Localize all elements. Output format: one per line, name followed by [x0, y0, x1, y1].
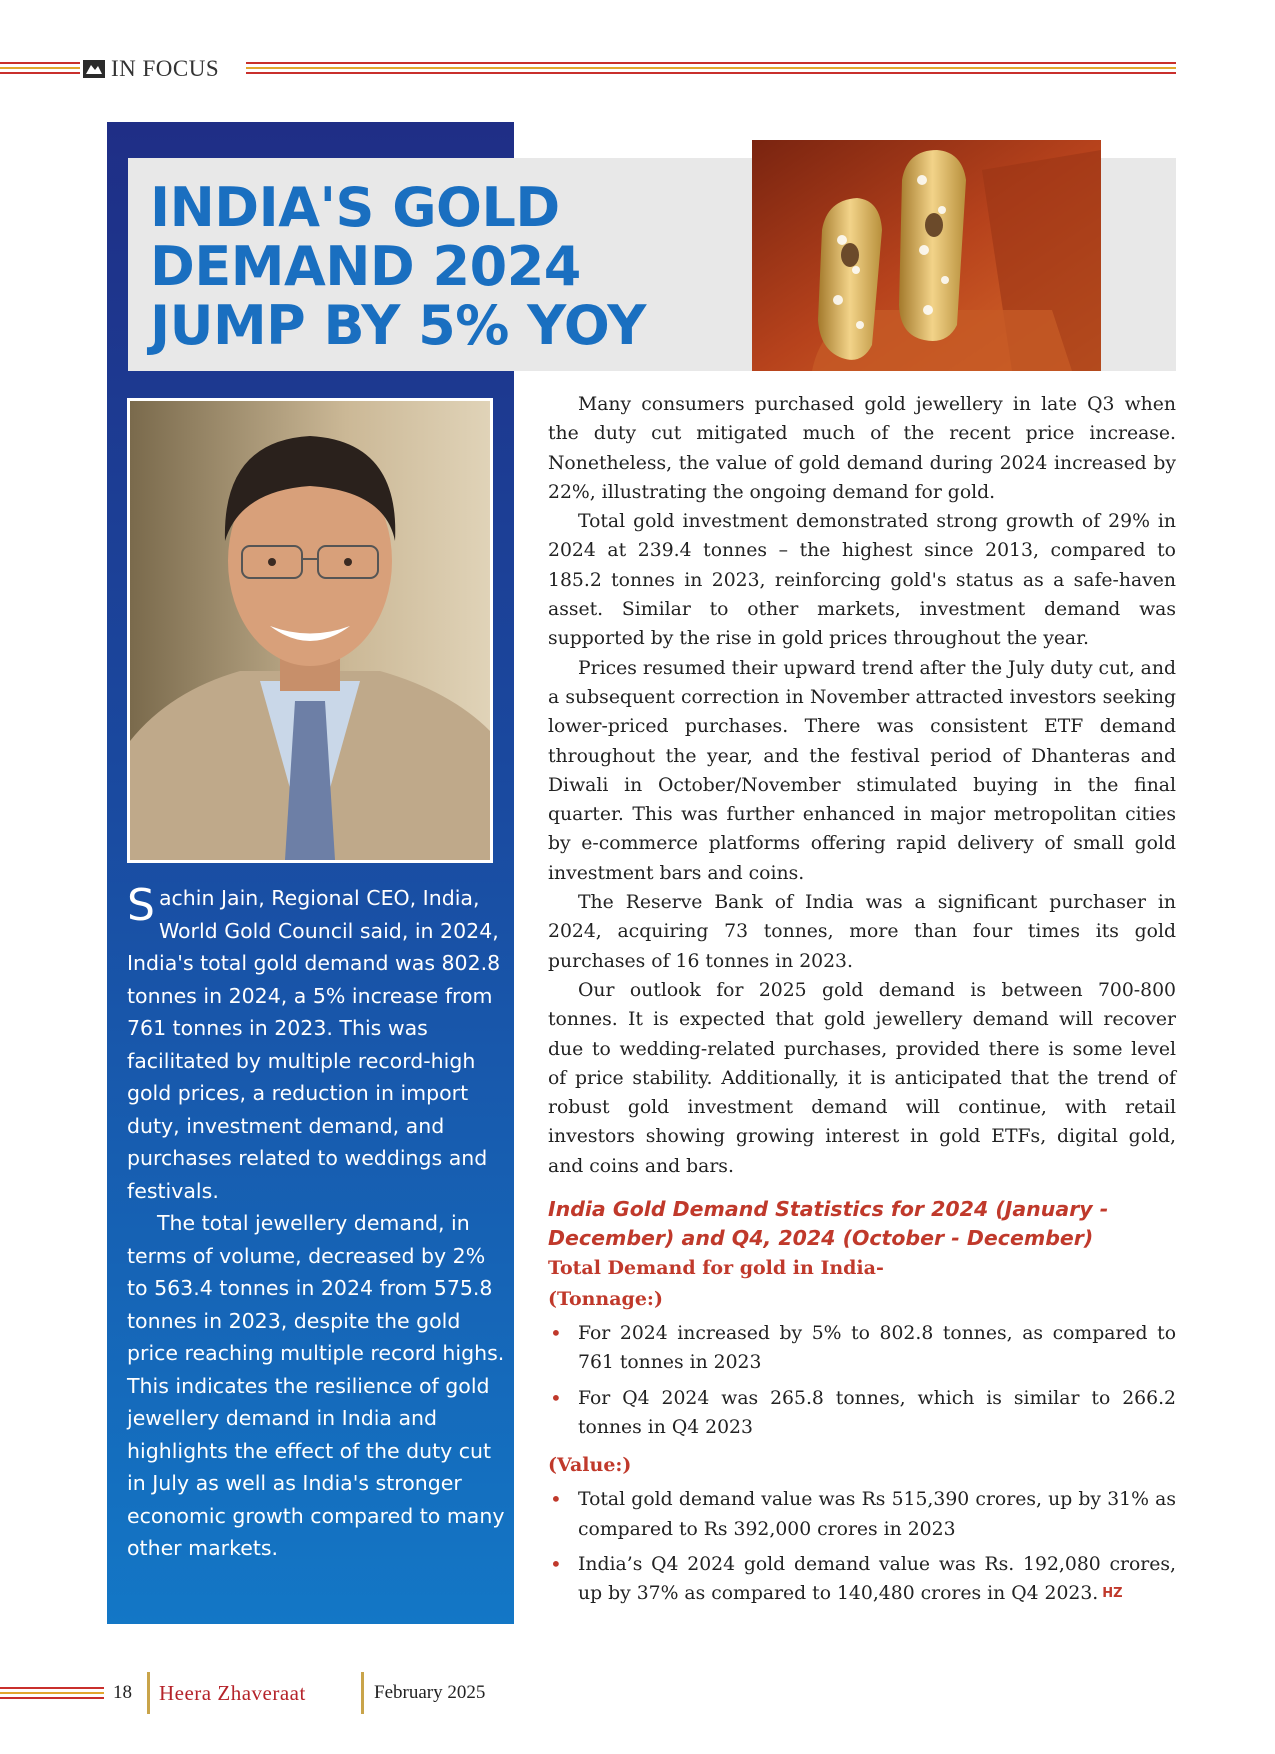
headline-line: JUMP BY 5% YOY	[150, 294, 646, 357]
portrait-photo	[127, 398, 493, 863]
headline-line: INDIA'S GOLD	[150, 176, 560, 239]
end-mark-icon: HZ	[1102, 1586, 1123, 1602]
page-number: 18	[113, 1682, 132, 1703]
tonnage-list	[548, 1319, 1176, 1442]
list-item-text: India’s Q4 2024 gold demand value was Rs. 192,080 crores, up by 37% as compared to 140,480 crores in Q4 2023.	[578, 1553, 1176, 1605]
headline-line: DEMAND 2024	[150, 235, 581, 298]
sidebar-paragraph	[127, 882, 505, 1207]
list-item: • Total gold demand value was Rs 515,390 crores, up by 31% as compared to Rs 392,000 crores in 2023	[548, 1485, 1176, 1544]
issue-date: February 2025	[374, 1682, 486, 1703]
stats-heading: India Gold Demand Statistics for 2024 (January - December) and Q4, 2024 (October - December)	[548, 1197, 1109, 1251]
section-logo-icon	[83, 60, 105, 78]
article-paragraph: Prices resumed their upward trend after the July duty cut, and a subsequent correction in November attracted investors seeking lower-priced purchases. There was consistent ETF demand throughout the year, and the festival period of Dhanteras and Diwali in October/November stimulated buying in the final quarter. This was further enhanced in major metropolitan cities by e-commerce platforms offering rapid delivery of small gold investment bars and coins.	[548, 657, 1176, 884]
footer-rule	[0, 1687, 104, 1699]
article-paragraph: Our outlook for 2025 gold demand is between 700-800 tonnes. It is expected that gold jewellery demand will recover due to wedding-related purchases, provided there is some level of price stability. Additionally, it is anticipated that the trend of robust gold investment demand will continue, with retail investors showing growing interest in gold ETFs, digital gold, and coins and bars.	[548, 979, 1176, 1177]
article-headline	[150, 178, 750, 355]
footer-divider	[361, 1672, 364, 1714]
article-paragraph: Many consumers purchased gold jewellery in late Q3 when the duty cut mitigated much of the recent price increase. Nonetheless, the value of gold demand during 2024 increased by 22%, illustrating the ongoing demand for gold.	[548, 394, 1176, 503]
sidebar-text	[127, 882, 505, 1565]
jewellery-photo	[752, 140, 1101, 371]
article-paragraph: Total gold investment demonstrated strong growth of 29% in 2024 at 239.4 tonnes – the highest since 2013, compared to 185.2 tonnes in 2023, reinforcing gold's status as a safe-haven asset. Similar to other markets, investment demand was supported by the rise in gold prices throughout the year.	[548, 511, 1176, 650]
header-rule-left	[0, 62, 80, 74]
section-tag	[83, 56, 219, 82]
magazine-name: Heera Zhaveraat	[159, 1681, 306, 1705]
list-item: • For Q4 2024 was 265.8 tonnes, which is similar to 266.2 tonnes in Q4 2023	[548, 1384, 1176, 1443]
main-article-column	[548, 390, 1176, 1617]
value-label: (Value:)	[548, 1454, 632, 1477]
footer-divider	[147, 1672, 150, 1714]
section-label: IN FOCUS	[111, 56, 220, 81]
total-demand-label: Total Demand for gold in India-	[548, 1257, 884, 1280]
sidebar-paragraph: The total jewellery demand, in terms of volume, decreased by 2% to 563.4 tonnes in 2024 from 575.8 tonnes in 2023, despite the gold price reaching multiple record highs. This indicates the resilience of gold jewellery demand in India and highlights the effect of the duty cut in July as well as India's stronger economic growth compared to many other markets.	[127, 1211, 505, 1560]
list-item	[548, 1550, 1176, 1609]
drop-cap: S	[127, 880, 155, 931]
header-rule-right	[246, 62, 1176, 74]
sidebar-paragraph-text: achin Jain, Regional CEO, India, World Gold Council said, in 2024, India's total gold demand was 802.8 tonnes in 2024, a 5% increase from 761 tonnes in 2023. This was facilitated by multiple record-high gold prices, a reduction in import duty, investment demand, and purchases related to weddings and festivals.	[127, 886, 501, 1203]
value-list	[548, 1485, 1176, 1609]
article-paragraph: The Reserve Bank of India was a significant purchaser in 2024, acquiring 73 tonnes, more than four times its gold purchases of 16 tonnes in 2023.	[548, 892, 1176, 972]
list-item: • For 2024 increased by 5% to 802.8 tonnes, as compared to 761 tonnes in 2023	[548, 1319, 1176, 1378]
tonnage-label: (Tonnage:)	[548, 1288, 663, 1311]
